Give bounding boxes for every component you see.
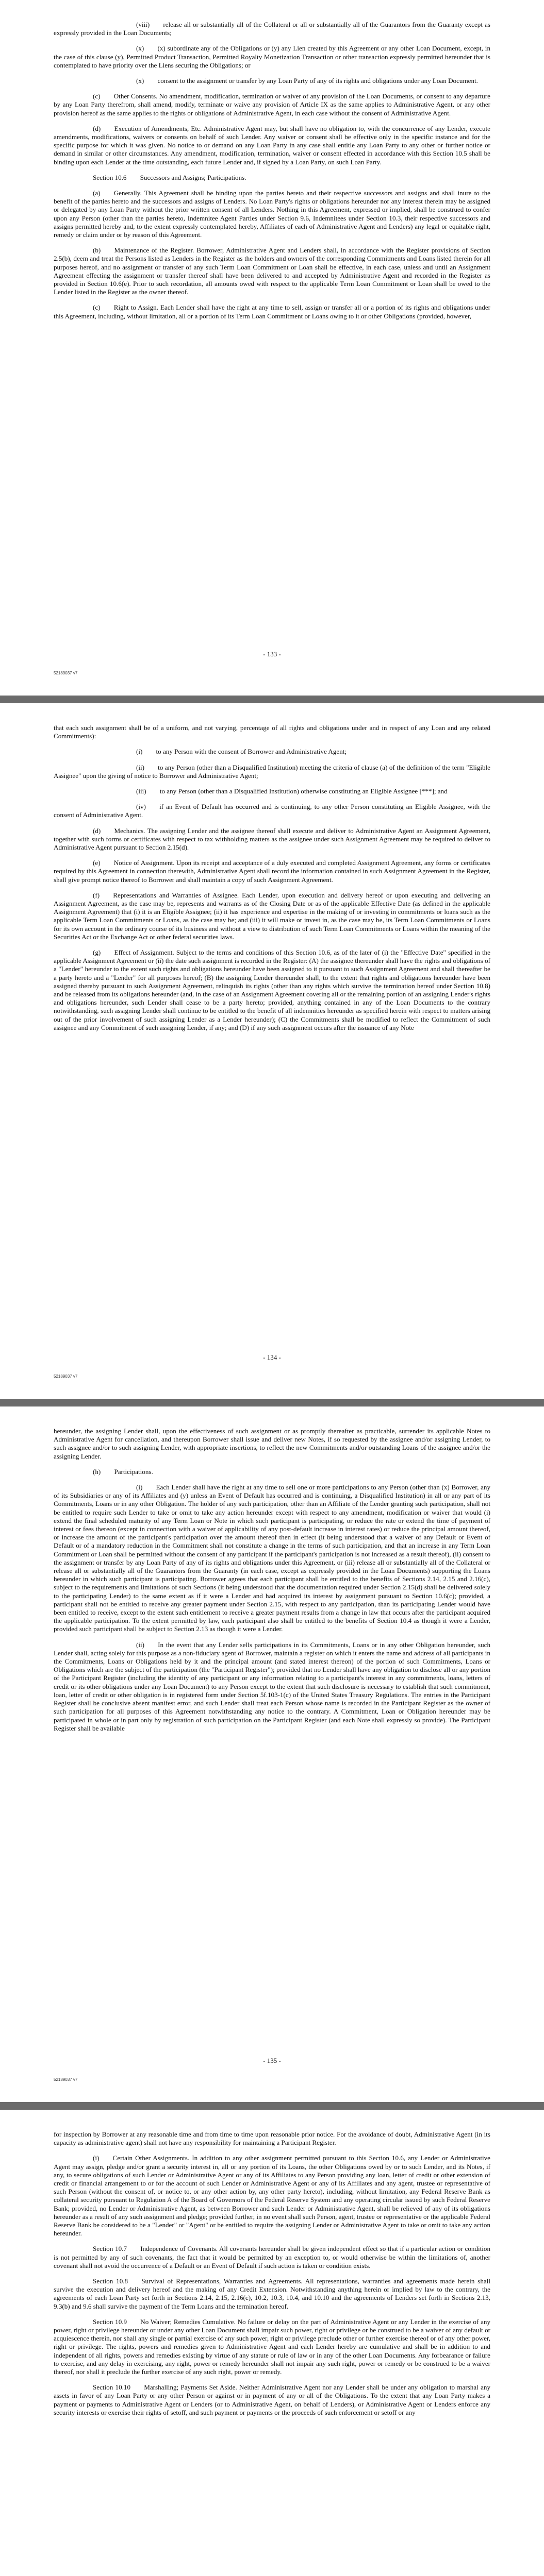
section-10-10: Section 10.10 Marshalling; Payments Set Aside. Neither Administrative Agent nor any Lender shall be under any obligation to marshal any assets in favor of any Loan Party or any other Person or against or in payment of any or all of the Obligations. To the extent that any Loan Party makes a payment or payments to Administrative Agent or Lenders (or to Administrative Agent, on behalf of Lenders), or Administrative Agent or Lenders enforce any security interests or exercise their rights of setoff, and such payment or payments or the proceeds of such enforcement or setoff or any	[54, 2383, 490, 2416]
subsection-d-mechanics: (d) Mechanics. The assigning Lender and the assignee thereof shall execute and deliver to Administrative Agent an Assignment Agreement, together with such forms or certificates with respect to tax withholding matters as the assignee under such Assignment Agreement may be required to deliver to Administrative Agent pursuant to Section 2.15(d).	[54, 826, 490, 852]
document-id-footer: 52189037 v7	[54, 2077, 78, 2082]
clause-i: (i) to any Person with the consent of Borrower and Administrative Agent;	[136, 748, 347, 756]
section-10-6-heading: Section 10.6 Successors and Assigns; Participations.	[93, 173, 246, 181]
page-number: - 133 -	[263, 650, 281, 658]
document-page-135	[0, 1406, 544, 2102]
subsection-g-effect-of-assignment: (g) Effect of Assignment. Subject to the terms and conditions of this Section 10.6, as of the later of (i) the "Effective Date" specified in the applicable Assignment Agreement or (ii) the date such assignment is recorded in the Register: (A) the assignee thereunder shall have the rights and obligations of a "Lender" hereunder to the extent such rights and obligations hereunder have been assigned to it pursuant to such Assignment Agreement and shall thereafter be a party hereto and a "Lender" for all purposes hereof; (B) the assigning Lender thereunder shall, to the extent that rights and obligations hereunder have been assigned thereby pursuant to such Assignment Agreement, relinquish its rights (other than any rights which survive the termination hereof under Section 10.8) and be released from its obligations hereunder (and, in the case of an Assignment Agreement covering all or the remaining portion of an assigning Lender's rights and obligations hereunder, such Lender shall cease to be a party hereto; provided, anything contained in any of the Loan Documents to the contrary notwithstanding, such assigning Lender shall continue to be entitled to the benefit of all indemnities hereunder as specified herein with respect to matters arising out of the prior involvement of such assigning Lender as a Lender hereunder); (C) the Commitments shall be modified to reflect the Commitment of such assignee and any Commitment of such assigning Lender, if any; and (D) if any such assignment occurs after the issuance of any Note	[54, 948, 490, 1031]
document-page-136	[0, 2110, 544, 2576]
subsection-a-generally: (a) Generally. This Agreement shall be binding upon the parties hereto and their respective successors and assigns and shall inure to the benefit of the parties hereto and the successors and assigns of Lenders. No Loan Party's rights or obligations hereunder nor any interest therein may be assigned or delegated by any Loan Party without the prior written consent of all Lenders. Nothing in this Agreement, expressed or implied, shall be construed to confer upon any Person (other than the parties hereto, Indemnitee Agent Parties under Section 9.6, Indemnitees under Section 10.3, their respective successors and assigns permitted hereby and, to the extent expressly contemplated hereby, Affiliates of each of Administrative Agent and Lenders) any legal or equitable right, remedy or claim under or by reason of this Agreement.	[54, 189, 490, 239]
clause-iii: (iii) to any Person (other than a Disqualified Institution) otherwise constituting an Eligible Assignee [***]; and	[136, 787, 448, 795]
subsection-c-right-to-assign: (c) Right to Assign. Each Lender shall have the right at any time to sell, assign or transfer all or a portion of its rights and obligations under this Agreement, including, without limitation, all or a portion of its Term Loan Commitment or Loans owing to it or other Obligations (provided, however,	[54, 303, 490, 320]
document-id-footer: 52189037 v7	[54, 1374, 78, 1379]
page-separator	[0, 2102, 544, 2110]
subsection-e-notice-of-assignment: (e) Notice of Assignment. Upon its receipt and acceptance of a duly executed and completed Assignment Agreement, any forms or certificates required by this Agreement in connection therewith, Administrative Agent shall record the information contained in such Assignment Agreement in the Register, shall give prompt notice thereof to Borrower and shall maintain a copy of such Assignment Agreement.	[54, 859, 490, 884]
participations-clause-i: (i) Each Lender shall have the right at any time to sell one or more participations to any Person (other than (x) Borrower, any of its Subsidiaries or any of its Affiliates and (y) unless an Event of Default has occurred and is continuing, a Disqualified Institution) in all or any part of its Commitments, Loans or in any other Obligation. The holder of any such participation, other than an Affiliate of the Lender granting such participation, shall not be entitled to require such Lender to take or omit to take any action hereunder except with respect to any amendment, modification or waiver that would (i) extend the final scheduled maturity of any Term Loan or Note in which such participant is participating, or reduce the rate or extend the time of payment of interest or fees thereon (except in connection with a waiver of applicability of any post-default increase in interest rates) or reduce the principal amount thereof, or increase the amount of the participant's participation over the amount thereof then in effect (it being understood that a waiver of any Default or Event of Default or of a mandatory reduction in the Commitment shall not constitute a change in the terms of such participation, and that an increase in any Term Loan Commitment or Loan shall be permitted without the consent of any participant if the participant's participation is not increased as a result thereof), (ii) consent to the assignment or transfer by any Loan Party of any of its rights and obligations under this Agreement, or (iii) release all or substantially all of the Collateral or release all or substantially all of the Guarantors from the Guaranty (in each case, except as expressly provided in the Loan Documents) supporting the Loans hereunder in which such participant is participating. Borrower agrees that each participant shall be entitled to the benefits of Sections 2.14, 2.15 and 2.16(c), subject to the requirements and limitations of such Sections (it being understood that the documentation required under Section 2.15(d) shall be delivered solely to the participating Lender) to the same extent as if it were a Lender and had acquired its interest by assignment pursuant to Section 10.6(c); provided, a participant shall not be entitled to receive any greater payment under Section 2.15, with respect to any participation, than its participating Lender would have been entitled to receive, except to the extent such entitlement to receive a greater payment results from a change in law that occurs after the participant acquired the applicable participation. To the extent permitted by law, each participant also shall be entitled to the benefits of Section 10.4 as though it were a Lender, provided such participant shall be subject to Section 2.13 as though it were a Lender.	[54, 1483, 490, 1633]
document-page-134	[0, 703, 544, 1399]
subsection-d-execution-of-amendments: (d) Execution of Amendments, Etc. Administrative Agent may, but shall have no obligation to, with the concurrence of any Lender, execute amendments, modifications, waivers or consents on behalf of such Lender. Any waiver or consent shall be effective only in the specific instance and for the specific purpose for which it was given. No notice to or demand on any Loan Party in any case shall entitle any Loan Party to any other or further notice or demand in similar or other circumstances. Any amendment, modification, termination, waiver or consent effected in accordance with this Section 10.5 shall be binding upon each Lender at the time outstanding, each future Lender and, if signed by a Loan Party, on such Loan Party.	[54, 124, 490, 166]
subsection-c-other-consents: (c) Other Consents. No amendment, modification, termination or waiver of any provision of the Loan Documents, or consent to any departure by any Loan Party therefrom, shall amend, modify, terminate or waive any provision of Article IX as the same applies to Administrative Agent, or any other provision hereof as the same applies to the rights or obligations of Administrative Agent, in each case without the consent of Administrative Agent.	[54, 92, 490, 117]
subsection-b-maintenance-of-register: (b) Maintenance of the Register. Borrower, Administrative Agent and Lenders shall, in accordance with the Register provisions of Section 2.5(b), deem and treat the Persons listed as Lenders in the Register as the holders and owners of the corresponding Commitments and Loans listed therein for all purposes hereof, and no assignment or transfer of any such Term Loan Commitment or Loan shall be effective, in each case, unless and until an Assignment Agreement effecting the assignment or transfer thereof shall have been delivered to and accepted by Administrative Agent and recorded in the Register as provided in Section 10.6(e). Prior to such recordation, all amounts owed with respect to the applicable Term Loan Commitment or Loan shall be owed to the Lender listed in the Register as the owner thereof.	[54, 246, 490, 296]
paragraph-continuation: that each such assignment shall be of a uniform, and not varying, percentage of all rights and obligations under and in respect of any Loan and any related Commitments):	[54, 724, 490, 740]
clause-x-subordinate: (x) (x) subordinate any of the Obligations or (y) any Lien created by this Agreement or any other Loan Document, except, in the case of this clause (y), Permitted Product Transaction, Permitted Royalty Monetization Transaction or other transaction expressly permitted hereunder that is contemplated to have priority over the Liens securing the Obligations; or	[54, 44, 490, 69]
subsection-f-representations: (f) Representations and Warranties of Assignee. Each Lender, upon execution and delivery hereof or upon executing and delivering an Assignment Agreement, as the case may be, represents and warrants as of the Closing Date or as of the applicable Effective Date (as defined in the applicable Assignment Agreement) that (i) it is an Eligible Assignee; (ii) it has experience and expertise in the making of or investing in commitments or loans such as the applicable Term Loan Commitments or Loans, as the case may be; and (iii) it will make or invest in, as the case may be, its Term Loan Commitments or Loans for its own account in the ordinary course of its business and without a view to distribution of such Term Loan Commitments or Loans within the meaning of the Securities Act or the Exchange Act or other federal securities laws.	[54, 891, 490, 941]
subsection-i-certain-other-assignments: (i) Certain Other Assignments. In addition to any other assignment permitted pursuant to this Section 10.6, any Lender or Administrative Agent may assign, pledge and/or grant a security interest in, all or any portion of its Loans, the other Obligations owed by or to such Lender, and its Notes, if any, to secure obligations of such Lender or Administrative Agent or any of its Affiliates to any Person providing any loan, letter of credit or other extension of credit or financial arrangement to or for the account of such Lender or Administrative Agent or any of its Affiliates and any agent, trustee or representative of such Person (without the consent of, or notice to, or any other action by, any other party hereto), including, without limitation, any Federal Reserve Bank as collateral security pursuant to Regulation A of the Board of Governors of the Federal Reserve System and any operating circular issued by such Federal Reserve Bank; provided, no Lender or Administrative Agent, as between Borrower and such Lender or Administrative Agent, shall be relieved of any of its obligations hereunder as a result of any such assignment and pledge; provided further, in no event shall such Person, agent, trustee or representative or the applicable Federal Reserve Bank be considered to be a "Lender" or "Agent" or be entitled to require the assigning Lender or Administrative Agent to take or omit to take any action hereunder.	[54, 2154, 490, 2238]
clause-iv: (iv) if an Event of Default has occurred and is continuing, to any other Person constituting an Eligible Assignee, with the consent of Administrative Agent.	[54, 803, 490, 819]
document-page-133	[0, 0, 544, 696]
clause-viii: (viii) release all or substantially all of the Collateral or all or substantially all of the Guarantors from the Guaranty except as expressly provided in the Loan Documents;	[54, 21, 490, 37]
page-number: - 135 -	[263, 2057, 281, 2064]
section-10-8: Section 10.8 Survival of Representations, Warranties and Agreements. All representations, warranties and agreements made herein shall survive the execution and delivery hereof and the making of any Credit Extension. Notwithstanding anything herein or implied by law to the contrary, the agreements of each Loan Party set forth in Sections 2.14, 2.15, 2.16(c), 10.2, 10.3, 10.4, and 10.10 and the agreements of Lenders set forth in Sections 2.13, 9.3(b) and 9.6 shall survive the payment of the Term Loans and the termination hereof.	[54, 2277, 490, 2310]
paragraph-continuation: for inspection by Borrower at any reasonable time and from time to time upon reasonable prior notice. For the avoidance of doubt, Administrative Agent (in its capacity as administrative agent) shall not have any responsibility for maintaining a Participant Register.	[54, 2130, 490, 2147]
section-10-7: Section 10.7 Independence of Covenants. All covenants hereunder shall be given independent effect so that if a particular action or condition is not permitted by any of such covenants, the fact that it would be permitted by an exception to, or would otherwise be within the limitations of, another covenant shall not avoid the occurrence of a Default or an Event of Default if such action is taken or condition exists.	[54, 2245, 490, 2269]
subsection-h-participations: (h) Participations.	[93, 1467, 153, 1476]
clause-x-consent: (x) consent to the assignment or transfer by any Loan Party of any of its rights and obligations under any Loan Document.	[136, 77, 478, 85]
section-10-9: Section 10.9 No Waiver; Remedies Cumulative. No failure or delay on the part of Administrative Agent or any Lender in the exercise of any power, right or privilege hereunder or under any other Loan Document shall impair such power, right or privilege or be construed to be a waiver of any default or acquiescence therein, nor shall any single or partial exercise of any such power, right or privilege preclude other or further exercise thereof or of any other power, right or privilege. The rights, powers and remedies given to Administrative Agent and each Lender hereby are cumulative and shall be in addition to and independent of all rights, powers and remedies existing by virtue of any statute or rule of law or in any of the other Loan Documents. Any forbearance or failure to exercise, and any delay in exercising, any right, power or remedy hereunder shall not impair any such right, power or remedy or be construed to be a waiver thereof, nor shall it preclude the further exercise of any such right, power or remedy.	[54, 2317, 490, 2376]
paragraph-continuation: hereunder, the assigning Lender shall, upon the effectiveness of such assignment or as promptly thereafter as practicable, surrender its applicable Notes to Administrative Agent for cancellation, and thereupon Borrower shall issue and deliver new Notes, if so requested by the assignee and/or assigning Lender, to such assignee and/or to such assigning Lender, with appropriate insertions, to reflect the new Commitments and/or outstanding Loans of the assignee and/or the assigning Lender.	[54, 1427, 490, 1460]
document-id-footer: 52189037 v7	[54, 671, 78, 675]
page-number: - 134 -	[263, 1353, 281, 1361]
page-separator	[0, 696, 544, 703]
clause-ii: (ii) to any Person (other than a Disqualified Institution) meeting the criteria of clause (a) of the definition of the term "Eligible Assignee" upon the giving of notice to Borrower and Administrative Agent;	[54, 763, 490, 779]
participations-clause-ii: (ii) In the event that any Lender sells participations in its Commitments, Loans or in any other Obligation hereunder, such Lender shall, acting solely for this purpose as a non-fiduciary agent of Borrower, maintain a register on which it enters the name and address of all participants in the Commitments, Loans or Obligations held by it and the principal amount (and stated interest thereon) of the portion of such Commitments, Loans or Obligations which are the subject of the participation (the "Participant Register"); provided that no Lender shall have any obligation to disclose all or any portion of the Participant Register (including the identity of any participant or any information relating to a participant's interest in any commitments, loans, letters of credit or its other obligations under any Loan Document) to any Person except to the extent that such disclosure is necessary to establish that such commitment, loan, letter of credit or other obligation is in registered form under Section 5f.103-1(c) of the United States Treasury Regulations. The entries in the Participant Register shall be conclusive absent manifest error, and such Lender shall treat each Person whose name is recorded in the Participant Register as the owner of such participation for all purposes of this Agreement notwithstanding any notice to the contrary. A Commitment, Loan or Obligation hereunder may be participated in whole or in part only by registration of such participation on the Participant Register (and each Note shall expressly so provide). The Participant Register shall be available	[54, 1640, 490, 1732]
page-separator	[0, 1399, 544, 1406]
